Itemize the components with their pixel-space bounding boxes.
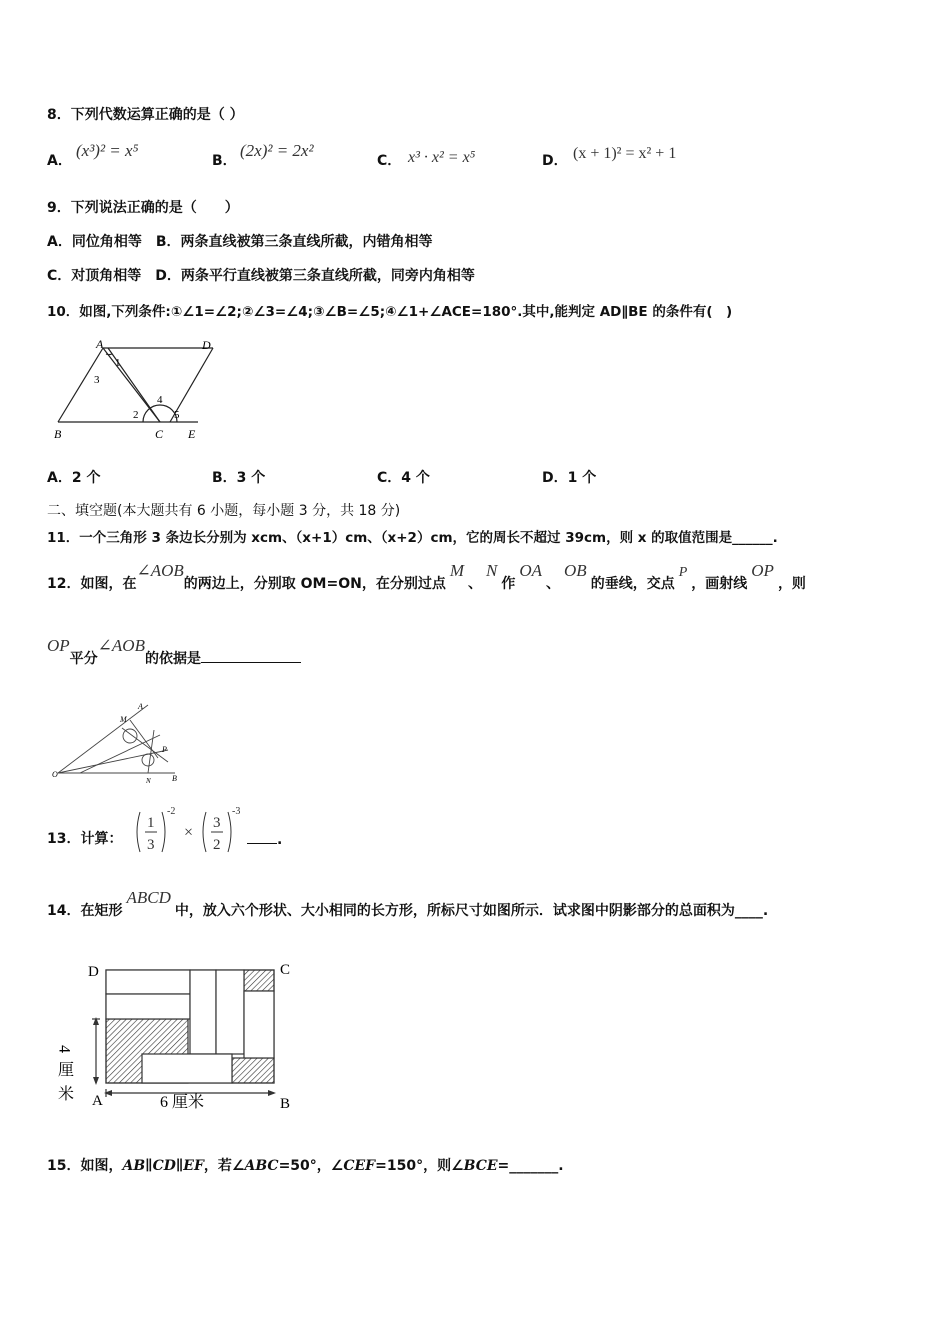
q10-option-b: B．3 个: [212, 470, 266, 486]
label-E: E: [188, 427, 196, 441]
q8-option-b-expr: (2x)² = 2x²: [240, 141, 314, 160]
label-1: 1: [115, 357, 121, 369]
q13-expression: [132, 800, 252, 860]
fraction1-numerator: 1: [147, 815, 155, 831]
q13-prefix: 13．计算：: [47, 831, 123, 847]
q14-text: 14．在矩形ABCD中，放入六个形状、大小相同的长方形，所标尺寸如图所示．试求图中阴影部分的总面积为____.: [47, 888, 769, 919]
label-A: A: [96, 337, 104, 351]
label-D: D: [202, 338, 211, 352]
q15-text: 15．如图，AB∥CD∥EF，若∠ABC=50°，∠CEF=150°，则∠BCE=_______.: [47, 1158, 564, 1174]
q10-option-d: D．1 个: [542, 470, 597, 486]
q8-option-b-label: B．: [212, 153, 237, 169]
q12-figure: [50, 700, 190, 785]
q13-answer: .: [247, 831, 282, 848]
label-O: O: [52, 770, 58, 779]
label-5: 5: [174, 409, 180, 421]
exponent2: -3: [232, 806, 241, 817]
exponent1: -2: [167, 806, 176, 817]
label-B: B: [280, 1096, 291, 1112]
q8-option-a-label: A．: [47, 153, 72, 169]
times-sign: ×: [184, 824, 194, 841]
q12-line2: OP平分∠AOB的依据是: [47, 648, 301, 668]
label-4: 4: [157, 394, 163, 406]
width-label: 6 厘米: [160, 1094, 205, 1111]
q8-option-c-label: C．: [377, 153, 402, 169]
label-N: N: [146, 777, 151, 785]
q12-answer-blank[interactable]: [201, 648, 301, 663]
q8-option-a-expr: (x³)² = x⁵: [76, 141, 139, 160]
q9-options-line1: A．同位角相等 B．两条直线被第三条直线所截，内错角相等: [47, 234, 433, 250]
section-2-heading: 二、填空题(本大题共有 6 小题，每小题 3 分，共 18 分): [47, 503, 401, 519]
height-label: 4 厘 米: [55, 1045, 73, 1103]
q12-line1: 12．如图，在∠AOB的两边上，分别取 OM=ON，在分别过点M、N作OA、OB的垂线，交点P，画射线OP，则: [47, 561, 806, 592]
q8-stem: 8．下列代数运算正确的是（ ）: [47, 107, 244, 123]
label-2: 2: [133, 409, 139, 421]
label-D: D: [88, 964, 99, 980]
q10-option-a: A．2 个: [47, 470, 101, 486]
q13-answer-blank[interactable]: [247, 831, 277, 844]
label-B: B: [54, 427, 62, 441]
label-A: A: [138, 702, 143, 711]
q8-option-d-expr: (x + 1)² = x² + 1: [573, 145, 677, 162]
label-C: C: [155, 427, 164, 441]
q11-text: 11．一个三角形 3 条边长分别为 xcm、（x+1）cm、（x+2）cm，它的周长不超过 39cm，则 x 的取值范围是______.: [47, 530, 778, 546]
q9-stem: 9．下列说法正确的是（ ）: [47, 200, 239, 216]
q10-option-c: C．4 个: [377, 470, 430, 486]
q8-option-d-label: D．: [542, 153, 568, 169]
q10-stem: 10．如图,下列条件:①∠1=∠2;②∠3=∠4;③∠B=∠5;④∠1+∠ACE=180°.其中,能判定 AD∥BE 的条件有( ): [47, 304, 733, 320]
label-C: C: [280, 962, 291, 978]
q10-figure: [48, 338, 228, 446]
label-A: A: [92, 1093, 103, 1109]
q14-figure: [55, 955, 300, 1115]
fraction2-numerator: 3: [213, 815, 221, 831]
label-P: P: [162, 745, 167, 754]
q9-options-line2: C．对顶角相等 D．两条平行直线被第三条直线所截，同旁内角相等: [47, 268, 475, 284]
label-B: B: [172, 774, 177, 783]
fraction1-denominator: 3: [147, 837, 155, 853]
fraction2-denominator: 2: [213, 837, 221, 853]
label-M: M: [120, 715, 127, 724]
label-3: 3: [94, 374, 100, 386]
q8-option-c-expr: x³ · x² = x⁵: [408, 149, 476, 166]
